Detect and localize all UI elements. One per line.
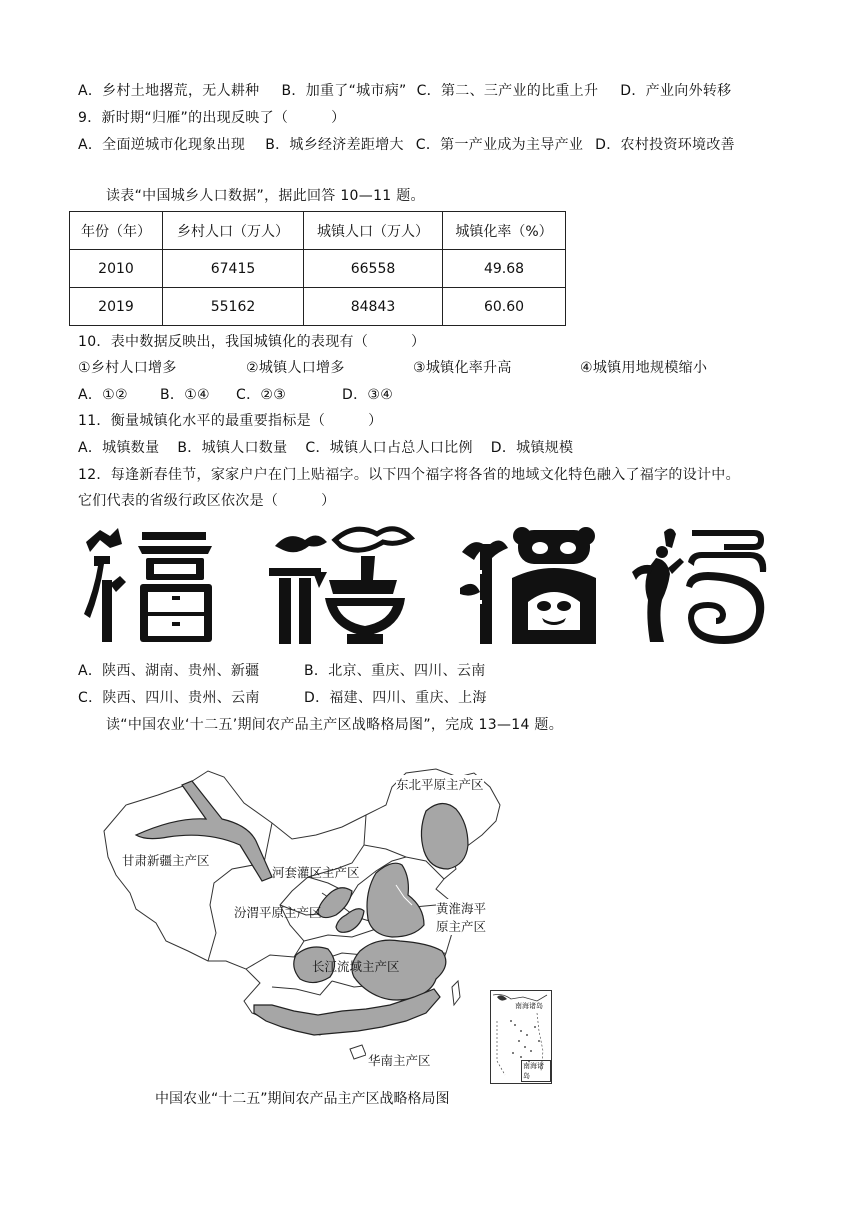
taiwan-outline (452, 981, 460, 1005)
label-dongbei: 东北平原主产区 (396, 777, 484, 792)
china-agri-zones-map (96, 765, 566, 1080)
q10-option-d: D．③④ (342, 387, 394, 403)
population-table (69, 211, 566, 326)
table-header-cell: 年份（年） (70, 212, 163, 250)
table-header-cell: 城镇人口（万人） (304, 212, 443, 250)
fu-character-3 (460, 522, 600, 647)
label-gansu-xinjiang: 甘肃新疆主产区 (122, 853, 210, 868)
q10-item: ④城镇用地规模缩小 (580, 360, 708, 376)
map-caption: 中国农业“十二五”期间农产品主产区战略格局图 (155, 1091, 450, 1107)
q8-option-d: D．产业向外转移 (620, 83, 732, 99)
table-cell: 2010 (70, 250, 163, 288)
q11-option-c: C．城镇人口占总人口比例 (305, 440, 473, 456)
map-intro: 读“中国农业‘十二五’期间农产品主产区战略格局图”，完成 13—14 题。 (106, 717, 564, 733)
q10-option-b: B．①④ (160, 387, 210, 403)
q9-stem: 9．新时期“归雁”的出现反映了（ ） (78, 110, 346, 126)
label-fenwei: 汾渭平原主产区 (234, 905, 322, 920)
q10-item: ②城镇人口增多 (246, 360, 345, 376)
table-header-row (70, 212, 566, 250)
table-cell: 55162 (163, 288, 304, 326)
q12-option-d: D．福建、四川、重庆、上海 (304, 690, 487, 706)
q12-stem-line2: 它们代表的省级行政区依次是（ ） (78, 493, 336, 509)
fu-character-1 (80, 522, 220, 647)
inset-label-bottom: 南海诸岛 (521, 1060, 551, 1082)
table-cell: 67415 (163, 250, 304, 288)
q10-stem: 10．表中数据反映出，我国城镇化的表现有（ ） (78, 334, 426, 350)
q9-option-c: C．第一产业成为主导产业 (415, 137, 584, 153)
south-china-sea-inset (490, 990, 552, 1084)
q11-option-d: D．城镇规模 (490, 440, 574, 456)
q12-option-a: A．陕西、湖南、贵州、新疆 (78, 663, 260, 679)
hainan-outline (350, 1045, 366, 1059)
q10-item: ①乡村人口增多 (78, 360, 177, 376)
table-cell: 49.68 (443, 250, 566, 288)
table-header-cell: 城镇化率（%） (443, 212, 566, 250)
table-cell: 84843 (304, 288, 443, 326)
inset-label-top: 南海诸岛 (515, 1002, 543, 1010)
label-changjiang: 长江流域主产区 (312, 959, 400, 974)
q10-item: ③城镇化率升高 (413, 360, 512, 376)
q11-stem: 11．衡量城镇化水平的最重要指标是（ ） (78, 413, 383, 429)
q12-stem-line1: 12．每逢新春佳节，家家户户在门上贴福字。以下四个福字将各省的地域文化特色融入了福字的设计中。 (78, 467, 740, 483)
table-row (70, 288, 566, 326)
table-cell: 60.60 (443, 288, 566, 326)
q9-options (78, 134, 735, 154)
q8-option-b: B．加重了“城市病” (281, 83, 407, 99)
zone-dongbei (421, 803, 468, 869)
q12-option-b: B．北京、重庆、四川、云南 (304, 663, 486, 679)
table-header-cell: 乡村人口（万人） (163, 212, 304, 250)
label-huanan: 华南主产区 (368, 1053, 431, 1068)
q12-option-c: C．陕西、四川、贵州、云南 (78, 690, 260, 706)
fu-character-4 (628, 522, 770, 647)
fu-character-2 (265, 522, 415, 647)
table-row (70, 250, 566, 288)
label-huanghuaihai-1: 黄淮海平 (436, 901, 487, 916)
q8-options (78, 80, 731, 100)
fu-characters (80, 522, 770, 647)
table-intro: 读表“中国城乡人口数据”，据此回答 10—11 题。 (106, 188, 425, 204)
q11-option-a: A．城镇数量 (78, 440, 160, 456)
q8-option-a: A．乡村土地撂荒，无人耕种 (78, 83, 260, 99)
table-cell: 2019 (70, 288, 163, 326)
zone-hetao (318, 888, 352, 918)
q9-option-a: A．全面逆城市化现象出现 (78, 137, 246, 153)
q10-option-a: A．①② (78, 387, 128, 403)
table-cell: 66558 (304, 250, 443, 288)
q9-option-d: D．农村投资环境改善 (595, 137, 735, 153)
label-hetao: 河套灌区主产区 (272, 865, 360, 880)
label-huanghuaihai-2: 原主产区 (436, 919, 487, 934)
q11-options (78, 437, 573, 457)
q8-option-c: C．第二、三产业的比重上升 (416, 83, 599, 99)
zone-huanghuaihai (367, 863, 424, 937)
q9-option-b: B．城乡经济差距增大 (265, 137, 404, 153)
q10-option-c: C．②③ (236, 387, 287, 403)
q11-option-b: B．城镇人口数量 (177, 440, 288, 456)
